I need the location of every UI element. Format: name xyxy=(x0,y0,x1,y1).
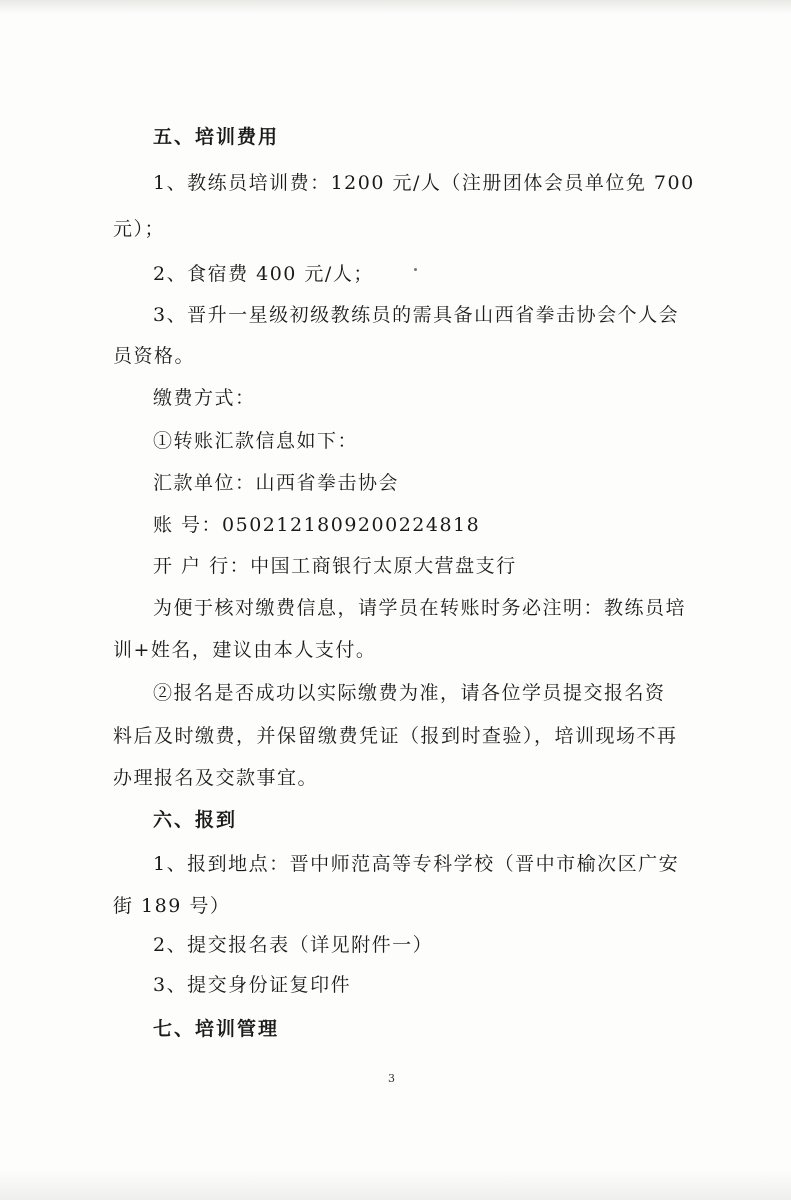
checkin-location: 1、报到地点：晋中师范高等专科学校（晋中市榆次区广安 xyxy=(153,853,680,875)
fee-item-1-cont: 元）； xyxy=(113,218,166,240)
fee-item-3: 3、晋升一星级初级教练员的需具备山西省拳击协会个人会 xyxy=(153,304,680,326)
scan-shadow-top xyxy=(0,0,791,14)
section-heading-checkin: 六、报到 xyxy=(153,809,238,831)
account-number: 账 号：0502121809200224818 xyxy=(153,514,481,536)
transfer-note: 为便于核对缴费信息，请学员在转账时务必注明：教练员培 xyxy=(153,597,687,619)
fee-item-1: 1、教练员培训费：1200 元/人（注册团体会员单位免 700 xyxy=(153,172,695,194)
registration-note-cont-2: 办理报名及交款事宜。 xyxy=(113,767,319,789)
scan-speck xyxy=(414,268,417,271)
section-heading-management: 七、培训管理 xyxy=(153,1018,280,1040)
section-heading-fees: 五、培训费用 xyxy=(153,126,280,148)
transfer-info-heading: ①转账汇款信息如下： xyxy=(153,430,359,452)
fee-item-2: 2、食宿费 400 元/人； xyxy=(153,263,374,285)
registration-note-cont-1: 料后及时缴费，并保留缴费凭证（报到时查验），培训现场不再 xyxy=(113,725,678,747)
page-number: 3 xyxy=(388,1072,395,1085)
registration-note: ②报名是否成功以实际缴费为准，请各位学员提交报名资 xyxy=(153,682,666,704)
bank-name: 开 户 行：中国工商银行太原大营盘支行 xyxy=(153,555,517,577)
submit-registration-form: 2、提交报名表（详见附件一） xyxy=(153,934,434,956)
payment-method-label: 缴费方式： xyxy=(153,387,256,409)
submit-id-copy: 3、提交身份证复印件 xyxy=(153,974,352,996)
transfer-note-cont: 训+姓名，建议由本人支付。 xyxy=(113,639,377,661)
fee-item-3-cont: 员资格。 xyxy=(113,345,196,367)
remit-unit: 汇款单位：山西省拳击协会 xyxy=(153,472,400,494)
scan-shadow-bottom xyxy=(0,1170,791,1200)
checkin-location-cont: 街 189 号） xyxy=(113,895,231,917)
